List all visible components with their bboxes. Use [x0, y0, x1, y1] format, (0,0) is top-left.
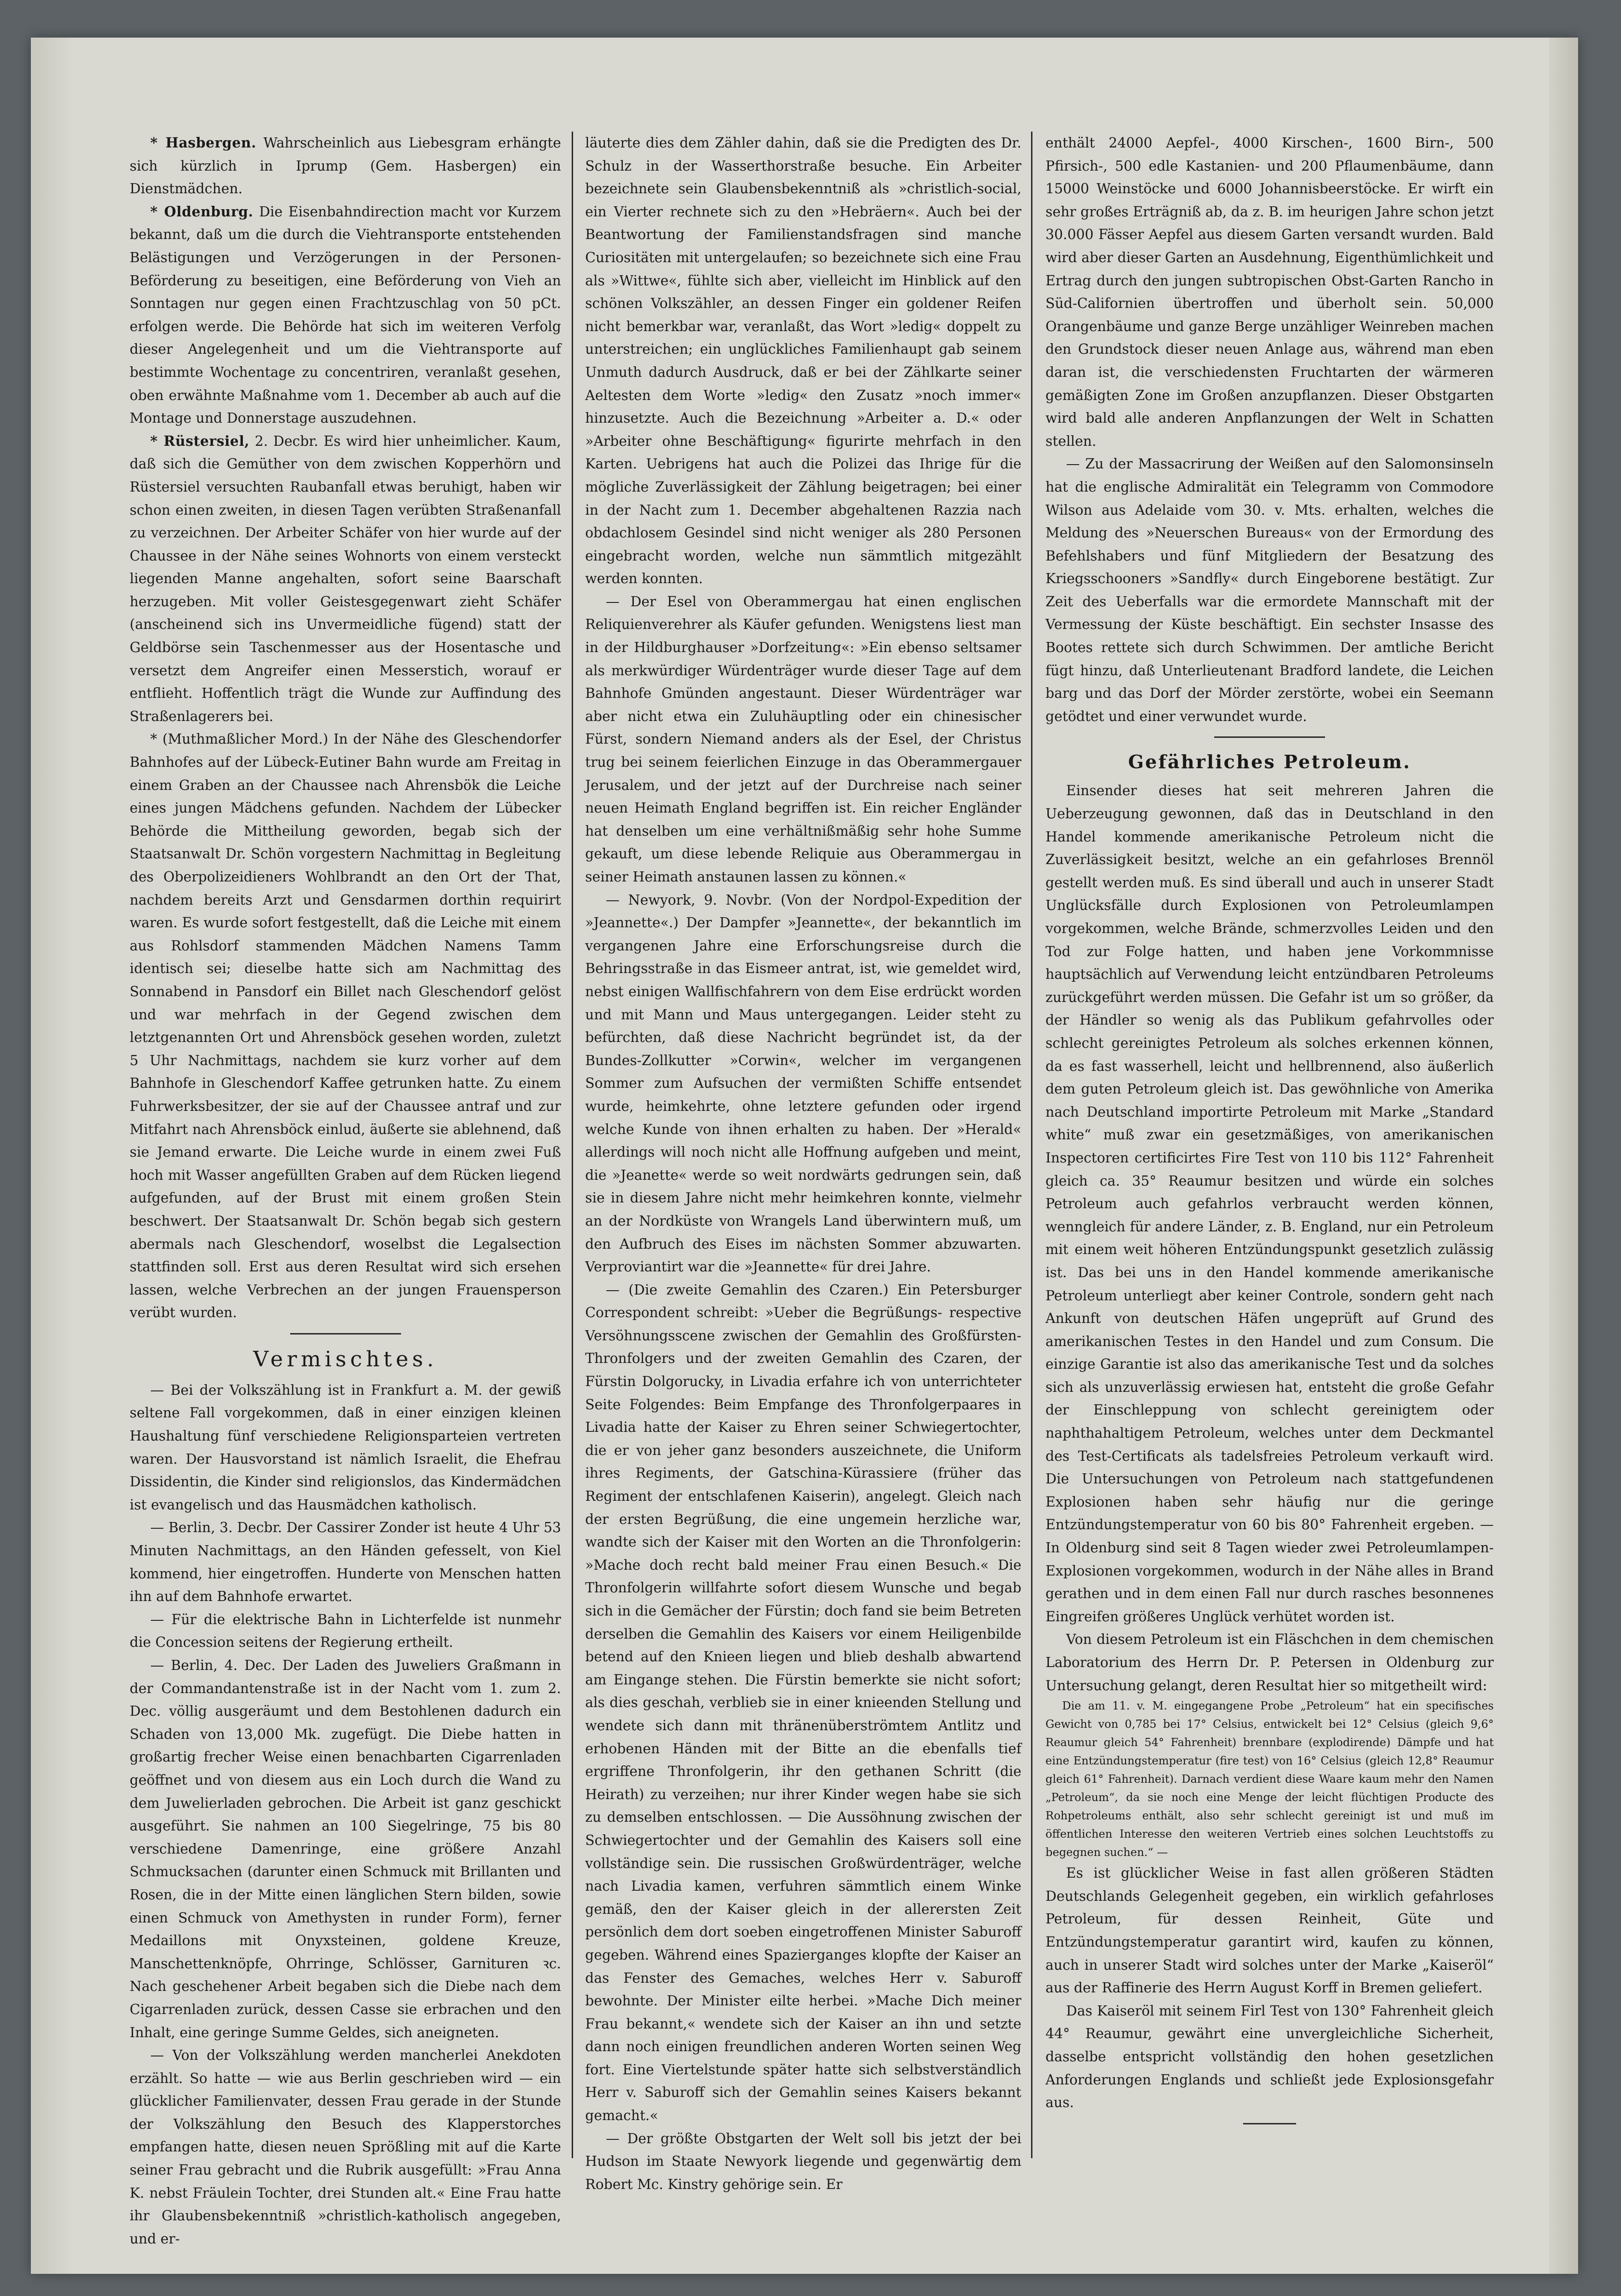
article-text: 2. Decbr. Es wird hier unheimlicher. Kaum, daß sich die Gemüther von dem zwischen Kopperhörn und Rüstersiel versuchten Raubanfall etwas beruhigt, haben wir schon einen zweiten, in diesen Tagen verübten Straßenanfall zu verzeichnen. Der Arbeiter Schäfer von hier wurde auf der Chaussee in der Nähe seines Wohnorts von einem versteckt liegenden Manne angehalten, sofort seine Baarschaft herzugeben. Mit voller Geistesgegenwart zieht Schäfer (anscheinend sich ins Unvermeidliche fügend) statt der Geldbörse sein Taschenmesser aus der Hosentasche und versetzt dem Angreifer einen Messerstich, worauf er entflieht. Hoffentlich trägt die Wunde zur Auffindung des Straßenlagerers bei. — [130, 433, 562, 724]
article-heading: * Rüstersiel, — [150, 432, 250, 449]
article-text: Die Eisenbahndirection macht vor Kurzem bekannt, daß um die durch die Viehtransporte entstehenden Belästigungen und Verzögerungen in der Personen-Beförderung zu beseitigen, eine Beförderung von Vieh an Sonntagen nur gegen einen Frachtzuschlag von 50 pCt. erfolgen werde. Die Behörde hat sich im weiteren Verfolg dieser Angelegenheit und um die Viehtransporte auf bestimmte Wochentage zu concentriren, veranlaßt gesehen, oben erwähnte Maßnahme vom 1. December ab auch auf die Montage und Donnerstage auszudehnen. — [130, 203, 561, 427]
column-3 — [1045, 132, 1494, 2168]
article-petroleum-laboratorium: Von diesem Petroleum ist ein Fläschchen in dem chemischen Laboratorium des Herrn Dr. P. Petersen in Oldenburg zur Untersuchung gelangt, deren Resultat hier so mitgetheilt wird: — [1045, 1631, 1494, 1694]
article-heading: * Oldenburg. — [150, 203, 254, 220]
article-heading: * Hasbergen. — [150, 134, 256, 151]
article-volkszaehlung-anekdoten: — Von der Volkszählung werden mancherlei Anekdoten erzählt. So hatte — wie aus Berlin geschrieben wird — ein glücklicher Familienvater, dessen Frau gerade in der Stunde der Volkszählung den Besuch des Klapperstorches empfangen hatte, diesen neuen Sprößling mit auf die Karte seiner Frau gebracht und die Rubrik ausgefüllt: »Frau Anna K. nebst Fräulein Tochter, drei Stunden alt.« Eine Frau hatte ihr Glaubensbekenntniß »christlich-katholisch angegeben, und er- — [130, 2047, 561, 2247]
article-lichterfelde: — Für die elektrische Bahn in Lichterfelde ist nunmehr die Concession seitens der Regierung ertheilt. — [130, 1611, 561, 1651]
section-divider — [1214, 736, 1325, 738]
article-oldenburg — [130, 200, 561, 430]
article-esel-oberammergau: — Der Esel von Oberammergau hat einen englischen Reliquienverehrer als Käufer gefunden. Wenigstens liest man in der Hildburghauser »Dorfzeitung«: »Ein ebenso seltsamer als merkwürdiger Würdenträger wurde dieser Tage auf dem Bahnhofe Gmünden angestaunt. Dieser Würdenträger war aber nicht etwa ein Zuluhäuptling oder ein chinesischer Fürst, sondern Niemand anders als der Esel, der Christus trug bei seinem feierlichen Einzuge in das Oberammergauer Jerusalem, und der jetzt auf der Durchreise nach seiner neuen Heimath England begriffen ist. Ein reicher Engländer hat denselben um eine verhältnißmäßig sehr hohe Summe gekauft, um diese lebende Reliquie aus Oberammergau in seiner Heimath anstaunen lassen zu können.« — [585, 593, 1021, 885]
article-continuation: enthält 24000 Aepfel-, 4000 Kirschen-, 1600 Birn-, 500 Pfirsich-, 500 edle Kastanien- und 200 Pflaumenbäume, dann 15000 Weinstöcke und 6000 Johannisbeerstöcke. Er wirft ein sehr großes Erträgniß ab, da z. B. im heurigen Jahre schon jetzt 30.000 Fässer Aepfel aus diesem Garten versandt wurden. Bald wird aber dieser Garten an Ausdehnung, Eigenthümlichkeit und Ertrag durch den jungen subtropischen Obst-Garten Rancho in Süd-Californien übertroffen und überholt sein. 50,000 Orangenbäume und ganze Berge unzähliger Weinreben machen den Grundstock dieser neuen Anlage aus, während man eben daran ist, die verschiedensten Fruchtarten der wärmeren gemäßigten Zone im Großen anzupflanzen. Dieser Obstgarten wird bald alle anderen Anpflanzungen der Welt in Schatten stellen. — [1045, 135, 1494, 449]
article-ruestersiel — [130, 430, 561, 728]
section-divider — [290, 1333, 401, 1335]
column-rule-1 — [572, 132, 573, 2158]
page-edge — [1549, 38, 1578, 2274]
page-gutter — [31, 38, 74, 2274]
section-title-petroleum: Gefährliches Petroleum. — [1128, 751, 1411, 773]
article-petroleum-body: Einsender dieses hat seit mehreren Jahren die Ueberzeugung gewonnen, daß das in Deutschland in den Handel kommende amerikanische Petroleum nicht die Zuverlässigkeit besitzt, welche an ein gefahrloses Brennöl gestellt werden muß. Es sind überall und auch in unserer Stadt Unglücksfälle durch Explosionen von Petroleumlampen vorgekommen, welche Brände, schmerzvolles Leiden und den Tod zur Folge hatten, und haben jene Vorkommnisse hauptsächlich auf Verwendung leicht entzündbaren Petroleums zurückgeführt werden müssen. Die Gefahr ist um so größer, da der Händler so wenig als das Publikum gefahrvolles oder schlecht gereinigtes Petroleum als solches erkennen können, da es fast wasserhell, leicht und hellbrennend, also äußerlich dem guten Petroleum gleich ist. Das gewöhnliche von Amerika nach Deutschland importirte Petroleum mit Marke „Standard white“ muß zwar ein gesetzmäßiges, von amerikanischen Inspectoren certificirtes Fire Test von 110 bis 112° Fahrenheit gleich ca. 35° Reaumur besitzen und würde ein solches Petroleum auch gefahrlos verbraucht werden können, wenngleich für andere Länder, z. B. England, nur ein Petroleum mit einem weit höheren Entzündungspunkt gesetzlich zulässig ist. Das bei uns in den Handel kommende amerikanische Petroleum unterliegt aber keiner Controle, sondern geht nach Ankunft von deutschen Häfen ungeprüft auf Grund des amerikanischen Testes in den Handel und zum Consum. Die einzige Garantie ist also das amerikanische Test und da solches sich als unzuverlässig erwiesen hat, entsteht die große Gefahr der Einschleppung von schlecht gereinigtem oder naphthahaltigem Petroleum, welches unter dem Deckmantel des Test-Certificats als tadelsfreies Petroleum verkauft wird. Die Untersuchungen von Petroleum nach stattgefundenen Explosionen haben sehr häufig nur die geringe Entzündungstemperatur von 60 bis 80° Fahrenheit ergeben. — In Oldenburg sind seit 8 Tagen wieder zwei Petroleumlampen-Explosionen vorgekommen, wodurch in der Nähe alles in Brand gerathen und in dem einen Fall nur durch rasches besonnenes Eingreifen größeres Unglück verhütet worden ist. — [1045, 783, 1494, 1625]
column-2 — [585, 132, 1021, 2192]
end-divider — [1243, 2123, 1296, 2124]
article-obstgarten: — Der größte Obstgarten der Welt soll bis jetzt der bei Hudson im Staate Newyork liegende und gegenwärtig dem Robert Mc. Kinstry gehörige sein. Er — [585, 2130, 1021, 2192]
section-title-vermischtes: Vermischtes. — [253, 1347, 438, 1372]
article-gemahlin-czaren: — (Die zweite Gemahlin des Czaren.) Ein Petersburger Correspondent schreibt: »Ueber die Begrüßungs- respective Versöhnungsscene zwischen der Gemahlin des Großfürsten-Thronfolgers und der zweiten Gemahlin des Czaren, der Fürstin Dolgorucky, in Livadia erfahre ich von unterrichteter Seite Folgendes: Beim Empfange des Thronfolgerpaares in Livadia hatte der Kaiser zu Ehren seiner Schwiegertochter, die er von jeher ganz besonders auszeichnete, die Uniform ihres Regiments, der Gatschina-Kürassiere (früher das Regiment der entschlafenen Kaiserin), angelegt. Gleich nach der ersten Begrüßung, die eine ungemein herzliche war, wandte sich der Kaiser mit den Worten an die Thronfolgerin: »Mache doch recht bald meiner Frau einen Besuch.« Die Thronfolgerin willfahrte sofort diesem Wunsche und begab sich in die Gemächer der Fürstin; doch fand sie beim Betreten derselben die Gemahlin des Kaisers vor einem Heiligenbilde betend auf den Knieen liegen und blieb deshalb abwartend am Eingange stehen. Die Fürstin bemerkte sie nicht sofort; als dies geschah, verblieb sie in einer knieenden Stellung und wendete sich dann mit thränenüberströmtem Antlitz und erhobenen Händen mit der Bitte an die ebenfalls tief ergriffene Thronfolgerin, ihr den gethanen Schritt (die Heirath) zu verzeihen; nur ihrer Kinder wegen habe sie sich zu demselben entschlossen. — Die Aussöhnung zwischen der Schwiegertochter und der Gemahlin des Kaisers soll eine vollständige sein. Die russischen Großwürdenträger, welche nach Livadia kamen, verfuhren sämmtlich einem Winke gemäß, den der Kaiser gleich in der allerersten Zeit persönlich dem dort soeben eingetroffenen Minister Saburoff gegeben. Während eines Spazierganges klopfte der Kaiser an das Fenster des Gemaches, welches Herr v. Saburoff bewohnte. Der Minister eilte herbei. »Mache Dich meiner Frau bekannt,« wendete sich der Kaiser an ihn und setzte dann noch einigen freundlichen anderen Worten seinen Weg fort. Eine Viertelstunde später hatte sich selbstverständlich Herr v. Saburoff sich der Gemahlin seines Kaisers bekannt gemacht.« — [585, 1281, 1021, 2124]
article-petroleum-kaiseroel: Es ist glücklicher Weise in fast allen größeren Städten Deutschlands Gelegenheit gegeben, ein wirklich gefahrloses Petroleum, für dessen Reinheit, Güte und Entzündungstemperatur garantirt wird, kaufen zu können, auch in unserer Stadt wird solches unter der Marke „Kaiseröl“ aus der Raffinerie des Herrn August Korff in Bremen geliefert. — [1045, 1865, 1494, 1996]
column-rule-2 — [1031, 132, 1032, 2158]
article-berlin-juwelier: — Berlin, 4. Dec. Der Laden des Juweliers Graßmann in der Commandantenstraße ist in der Nacht vom 1. zum 2. Dec. völlig ausgeräumt und dem Bestohlenen dadurch ein Schaden von 13,000 Mk. zugefügt. Die Diebe hatten in großartig frecher Weise einen benachbarten Cigarrenladen geöffnet und von diesem aus ein Loch durch die Wand zu dem Juwelierladen gebrochen. Die Arbeit ist ganz geschickt ausgeführt. Sie nahmen an 100 Siegelringe, 75 bis 80 verschiedene Damenringe, eine größere Anzahl Schmucksachen (darunter einen Schmuck mit Brillanten und Rosen, die in der Mitte einen länglichen Stern bilden, sowie einen Schmuck von Amethysten in runder Form), ferner Medaillons mit Onyxsteinen, goldene Kreuze, Manschettenknöpfe, Ohrringe, Schlösser, Garnituren ꝛc. Nach geschehener Arbeit begaben sich die Diebe nach dem Cigarrenladen zurück, dessen Casse sie erbrachen und den Inhalt, eine geringe Summe Geldes, sich aneigneten. — [130, 1657, 561, 2041]
column-1 — [130, 132, 562, 2247]
article-mord: * (Muthmaßlicher Mord.) In der Nähe des Gleschendorfer Bahnhofes auf der Lübeck-Eutiner Bahn wurde am Freitag in einem Graben an der Chaussee nach Ahrensbök die Leiche eines jungen Mädchens gefunden. Nachdem der Lübecker Behörde die Mittheilung geworden, begab sich der Staatsanwalt Dr. Schön vorgestern Nachmittag in Begleitung des Oberpolizeidieners Wohlbrandt an den Ort der That, nachdem bereits Arzt und Gensdarmen dorthin requirirt waren. Es wurde sofort festgestellt, daß die Leiche mit einem aus Rohlsdorf stammenden Mädchen Namens Tamm identisch sei; dieselbe hatte sich am Nachmittag des Sonnabend in Pansdorf ein Billet nach Gleschendorf gelöst und war mehrfach in der Gegend zwischen dem letztgenannten Ort und Ahrensböck gesehen worden, zuletzt 5 Uhr Nachmittags, nachdem sie kurz vorher auf dem Bahnhofe in Gleschendorf Kaffee getrunken hatte. Zu einem Fuhrwerksbesitzer, der sie auf der Chaussee antraf und zur Mitfahrt nach Ahrensböck einlud, äußerte sie ablehnend, daß sie Jemand erwarte. Die Leiche wurde in einem zwei Fuß hoch mit Wasser angefüllten Graben auf dem Rücken liegend aufgefunden, auf der Brust mit einem großen Stein beschwert. Der Staatsanwalt Dr. Schön begab sich gestern abermals nach Gleschendorf, woselbst die Legalsection stattfinden soll. Erst aus deren Resultat wird sich ersehen lassen, welche Verbrechen an der jungen Frauensperson verübt wurden. — [130, 731, 561, 1321]
article-volkszaehlung-frankfurt: — Bei der Volkszählung ist in Frankfurt a. M. der gewiß seltene Fall vorgekommen, daß in einer einzigen kleinen Haushaltung fünf verschiedene Religionsparteien vertreten waren. Der Hausvorstand ist nämlich Israelit, die Ehefrau Dissidentin, die Kinder sind religionslos, das Kindermädchen ist evangelisch und das Hausmädchen katholisch. — [130, 1382, 561, 1513]
article-hasbergen — [130, 132, 561, 200]
article-berlin-zonder: — Berlin, 3. Decbr. Der Cassirer Zonder ist heute 4 Uhr 53 Minuten Nachmittags, an den Händen gefesselt, von Kiel kommend, hier eingetroffen. Hunderte von Menschen hatten ihn auf dem Bahnhofe erwartet. — [130, 1520, 561, 1605]
article-salomonsinseln: — Zu der Massacrirung der Weißen auf den Salomonsinseln hat die englische Admiralität ein Telegramm von Commodore Wilson aus Adelaide vom 30. v. Mts. erhalten, welches die Meldung des »Neuerschen Bureaus« von der Ermordung des Befehlshabers und fünf Mitgliedern der Besatzung des Kriegsschooners »Sandfly« durch Eingeborene bestätigt. Zur Zeit des Ueberfalls war die ermordete Mannschaft mit der Vermessung der Küste beschäftigt. Ein sechster Insasse des Bootes rettete sich durch Schwimmen. Der amtliche Bericht fügt hinzu, daß Unterlieutenant Bradford landete, die Leichen barg und das Dorf der Mörder zerstörte, wobei ein Seemann getödtet und einer verwundet wurde. — [1045, 456, 1494, 724]
newspaper-page — [31, 38, 1578, 2274]
article-newyork-jeannette: — Newyork, 9. Novbr. (Von der Nordpol-Expedition der »Jeannette«.) Der Dampfer »Jeannette«, der bekanntlich im vergangenen Jahre eine Erforschungsreise durch die Behringsstraße in das Eismeer antrat, ist, wie gemeldet wird, nebst einigen Wallfischfahrern von dem Eise erdrückt worden und mit Mann und Maus untergegangen. Leider steht zu befürchten, daß diese Nachricht begründet ist, da der Bundes-Zollkutter »Corwin«, welcher im vergangenen Sommer zum Aufsuchen der vermißten Schiffe entsendet wurde, heimkehrte, ohne letztere gefunden oder irgend welche Kunde von ihnen erhalten zu haben. Der »Herald« allerdings will noch nicht alle Hoffnung aufgeben und meint, die »Jeanette« werde so weit nordwärts gedrungen sein, daß sie in diesem Jahre nicht mehr heimkehren konnte, vielmehr an der Nordküste von Wrangels Land überwintern muß, um den Aufbruch des Eises im nächsten Sommer abzuwarten. Verproviantirt war die »Jeannette« für drei Jahre. — [585, 892, 1021, 1275]
article-continuation: läuterte dies dem Zähler dahin, daß sie die Predigten des Dr. Schulz in der Wasserthorstraße besuche. Ein Arbeiter bezeichnete sein Glaubensbekenntniß als »christlich-social, ein Vierter rechnete sich zu den »Hebräern«. Auch bei der Beantwortung der Familienstandsfragen sind manche Curiositäten mit untergelaufen; so bezeichnete sich eine Frau als »Wittwe«, fühlte sich aber, vielleicht im Hinblick auf den schönen Volkszähler, an dessen Finger ein goldener Reifen nicht bemerkbar war, veranlaßt, das Wort »ledig« doppelt zu unterstreichen; ein unglückliches Familienhaupt gab seinem Unmuth dadurch Ausdruck, daß er bei der Zählkarte seiner Aeltesten dem Worte »ledig« den Zusatz »noch immer« hinzusetzte. Auch die Bezeichnung »Arbeiter a. D.« oder »Arbeiter ohne Beschäftigung« figurirte mehrfach in den Karten. Uebrigens hat auch die Polizei das Ihrige für die mögliche Zuverlässigkeit der Zählung beigetragen; bei einer in der Nacht zum 1. December abgehaltenen Razzia nach obdachlosem Gesindel sind nicht weniger als 280 Personen eingebracht worden, welche nun sämmtlich mitgezählt werden konnten. — [585, 135, 1021, 587]
article-petroleum-analyse: Die am 11. v. M. eingegangene Probe „Petroleum“ hat ein specifisches Gewicht von 0,785 bei 17° Celsius, entwickelt bei 12° Celsius (gleich 9,6° Reaumur gleich 54° Fahrenheit) brennbare (explodirende) Dämpfe und hat eine Entzündungstemperatur (fire test) von 16° Celsius (gleich 12,8° Reaumur gleich 61° Fahrenheit). Darnach verdient diese Waare kaum mehr den Namen „Petroleum“, da sie noch eine Menge der leicht flüchtigen Producte des Rohpetroleums enthält, also sehr schlecht gereinigt ist und muß im öffentlichen Interesse den weiteren Vertrieb eines solchen Leuchtstoffs zu begegnen suchen.“ — — [1045, 1700, 1494, 1859]
article-text: Wahrscheinlich aus Liebesgram erhängte sich kürzlich in Iprump (Gem. Hasbergen) ein Dienstmädchen. — [130, 135, 562, 197]
article-petroleum-firetest: Das Kaiseröl mit seinem Firl Test von 130° Fahrenheit gleich 44° Reaumur, gewährt eine unvergleichliche Sicherheit, dasselbe entspricht vollständig den hohen gesetzlichen Anforderungen Englands und schließt jede Explosionsgefahr aus. — [1045, 2002, 1494, 2111]
